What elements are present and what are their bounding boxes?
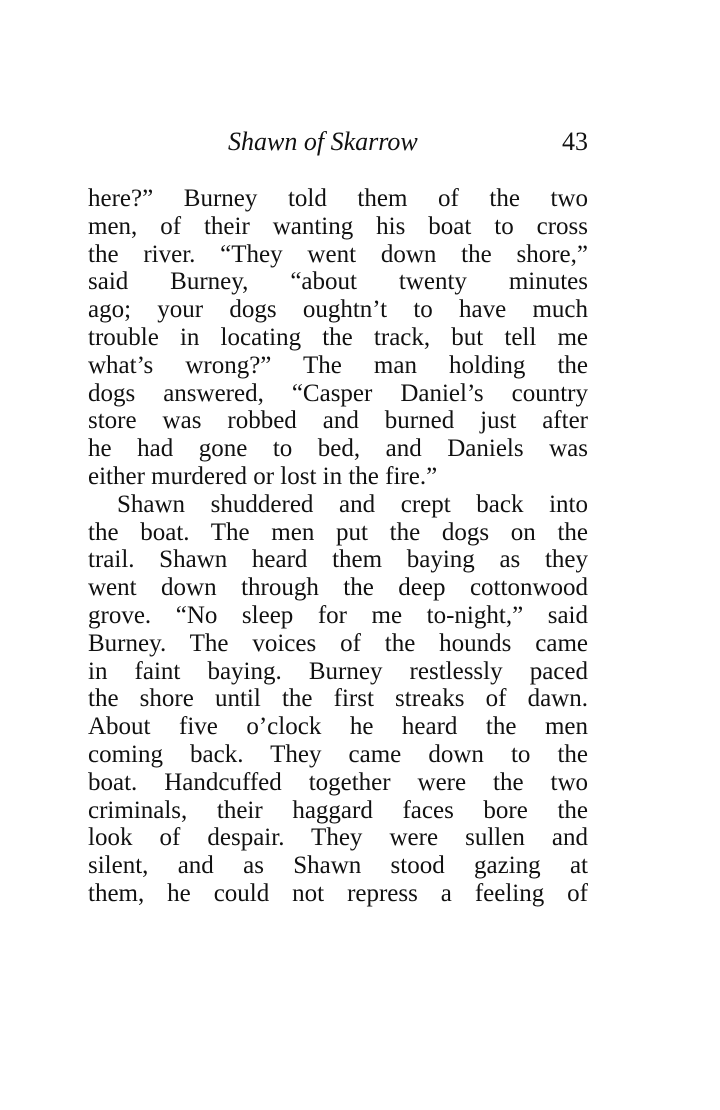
text-line: dogs answered, “Casper Daniel’s country	[88, 379, 588, 407]
text-line: said Burney, “about twenty minutes	[88, 268, 588, 296]
text-line: grove. “No sleep for me to-night,” said	[88, 601, 588, 629]
text-line: in faint baying. Burney restlessly paced	[88, 657, 588, 685]
running-head	[88, 122, 588, 162]
text-line: criminals, their haggard faces bore the	[88, 796, 588, 824]
text-line: store was robbed and burned just after	[88, 407, 588, 435]
paragraph-first-line: Shawn shuddered and crept back into	[117, 490, 588, 518]
text-line: he had gone to bed, and Daniels was	[88, 435, 588, 463]
text-line: trouble in locating the track, but tell me	[88, 323, 588, 351]
text-line: the shore until the first streaks of dawn.	[88, 685, 588, 713]
page-number: 43	[562, 127, 588, 156]
text-line: what’s wrong?” The man holding the	[88, 351, 588, 379]
text-line: the river. “They went down the shore,”	[88, 240, 588, 268]
text-line: silent, and as Shawn stood gazing at	[88, 852, 588, 880]
text-line: boat. Handcuffed together were the two	[88, 768, 588, 796]
running-title: Shawn of Skarrow	[228, 127, 418, 156]
text-line: them, he could not repress a feeling of	[88, 879, 588, 907]
paragraph-end-line: either murdered or lost in the fire.”	[88, 462, 438, 490]
text-line: here?” Burney told them of the two	[88, 185, 588, 212]
text-line: the boat. The men put the dogs on the	[88, 518, 588, 546]
text-line: men, of their wanting his boat to cross	[88, 212, 588, 240]
text-line: went down through the deep cottonwood	[88, 574, 588, 602]
text-line: coming back. They came down to the	[88, 740, 588, 768]
text-line: About five o’clock he heard the men	[88, 713, 588, 741]
text-line: trail. Shawn heard them baying as they	[88, 546, 588, 574]
text-line: ago; your dogs oughtn’t to have much	[88, 296, 588, 324]
text-line: look of despair. They were sullen and	[88, 824, 588, 852]
body-text	[88, 185, 588, 908]
text-line: Burney. The voices of the hounds came	[88, 629, 588, 657]
